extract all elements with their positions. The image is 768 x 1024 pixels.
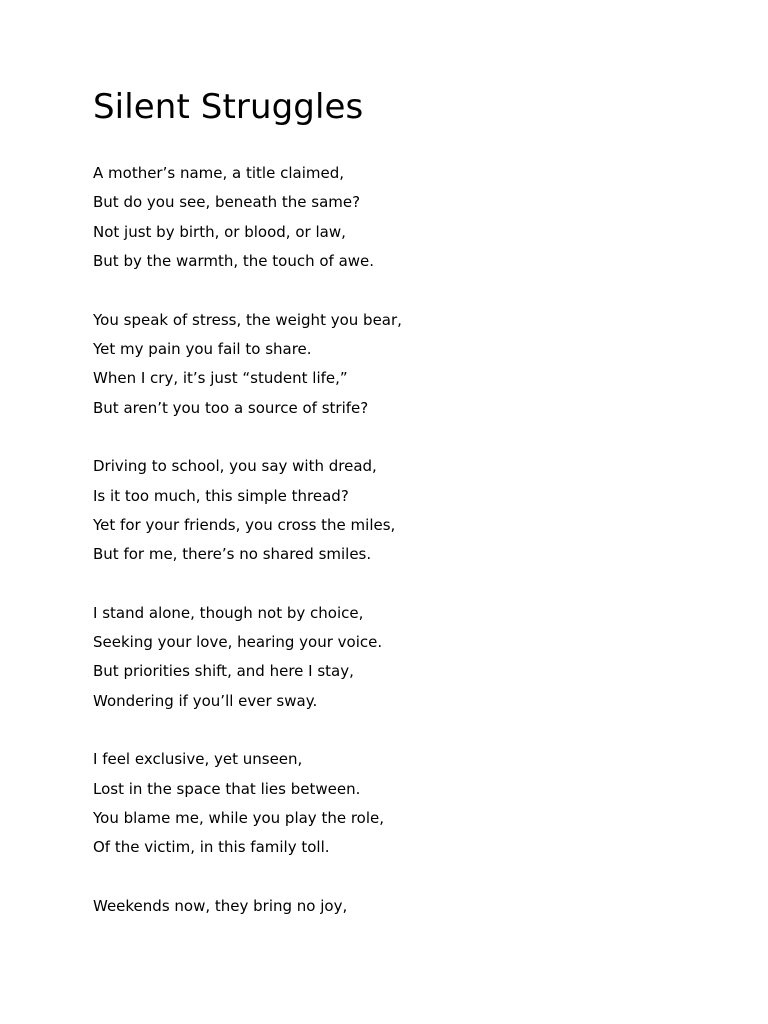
poem-line: But priorities shift, and here I stay, [93,662,354,681]
stanza-1 [93,159,713,277]
stanza-4 [93,599,713,717]
poem-line: Driving to school, you say with dread, [93,457,377,476]
poem-line: Wondering if you’ll ever sway. [93,691,318,710]
poem-line: When I cry, it’s just “student life,” [93,369,348,388]
poem-line: But do you see, beneath the same? [93,193,361,212]
poem-line: I feel exclusive, yet unseen, [93,750,303,769]
poem-line: But aren’t you too a source of strife? [93,398,369,417]
poem-line: But by the warmth, the touch of awe. [93,252,375,271]
poem-line: Of the victim, in this family toll. [93,838,330,857]
poem-line: Seeking your love, hearing your voice. [93,633,383,652]
poem-body [93,159,713,921]
poem-line: Yet my pain you fail to share. [93,339,312,358]
poem-line: Lost in the space that lies between. [93,779,361,798]
poem-line: Yet for your friends, you cross the miles, [93,515,396,534]
poem-line: You blame me, while you play the role, [93,809,385,828]
poem-line: Weekends now, they bring no joy, [93,896,348,915]
poem-line: A mother’s name, a title claimed, [93,164,344,182]
poem-line: I stand alone, though not by choice, [93,603,364,622]
poem-line: You speak of stress, the weight you bear, [93,310,402,329]
stanza-2 [93,306,713,424]
poem-title: Silent Struggles [93,87,364,127]
stanza-3 [93,452,713,570]
stanza-6 [93,892,713,921]
document-page [93,84,713,950]
poem-line: Is it too much, this simple thread? [93,486,349,505]
poem-line: Not just by birth, or blood, or law, [93,222,346,241]
stanza-5 [93,745,713,863]
poem-line: But for me, there’s no shared smiles. [93,545,372,564]
